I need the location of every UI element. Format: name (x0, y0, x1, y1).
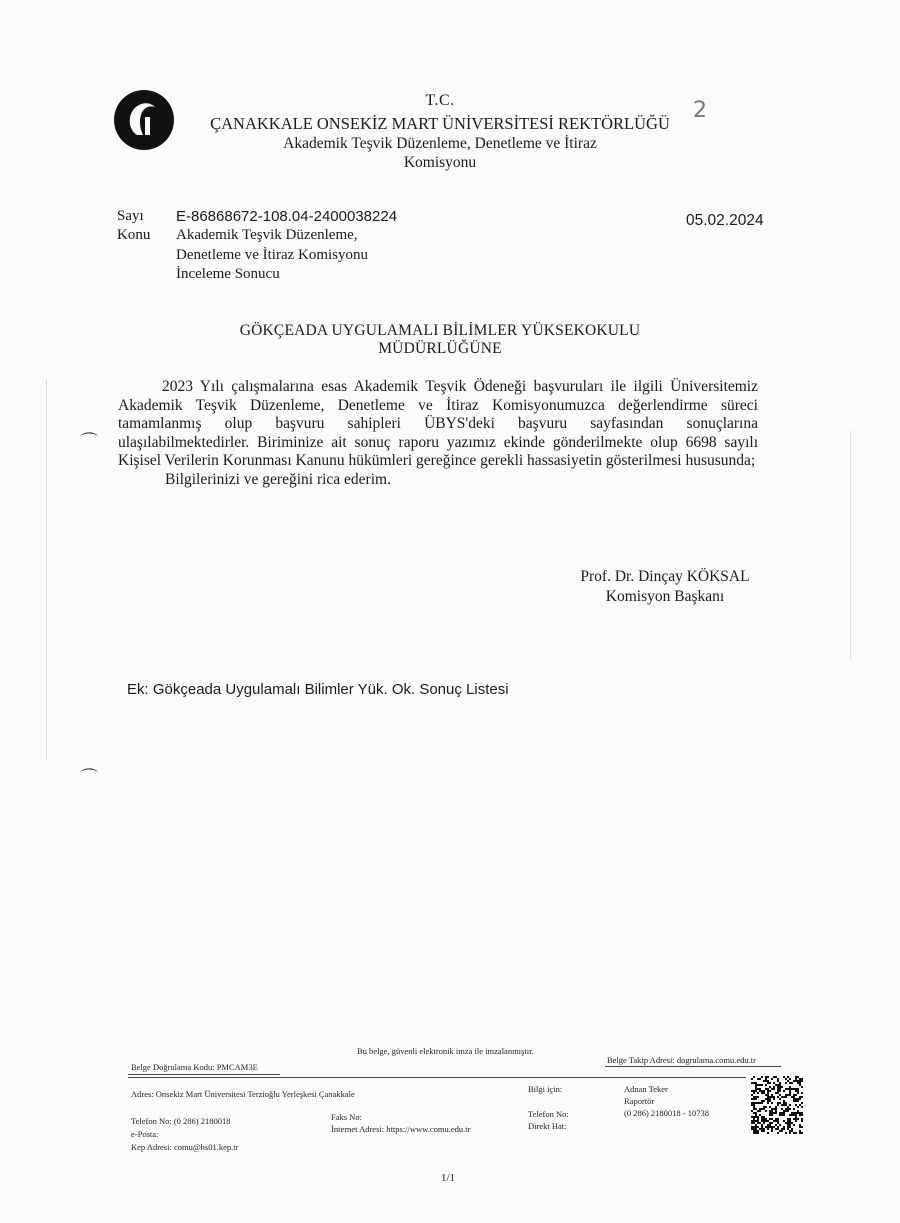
footer-direct-label: Direkt Hat: (528, 1121, 567, 1131)
sayi-label: Sayı (117, 208, 144, 224)
signatory-title: Komisyon Başkanı (605, 587, 725, 605)
footer-kep: Kep Adresi: comu@hs01.kep.tr (131, 1142, 239, 1152)
signatory-name: Prof. Dr. Dinçay KÖKSAL (580, 568, 750, 585)
header-commission-line1: Akademik Teşvik Düzenleme, Denetleme ve İtiraz (283, 135, 597, 152)
body-text (118, 378, 758, 471)
verify-code: Belge Doğrulama Kodu: PMCAM3E (131, 1062, 258, 1072)
footer-contact-role: Raportör (624, 1096, 655, 1106)
sayi-value: E-86868672-108.04-2400038224 (176, 208, 398, 225)
body-paragraph: 2023 Yılı çalışmalarına esas Akademik Teşvik Ödeneği başvuruları ile ilgili Üniversitemiz Akademik Teşvik Düzenleme, Denetleme ve İtiraz Komisyonumuzca değerlendirme süreci tamamlanmış olup başvuru sahipleri ÜBYS'deki başvuru sayfasından sonuçlarına ulaşılabilmektedirler. Biriminize ait sonuç raporu yazımız ekinde gönderilmekte olup 6698 sayılı Kişisel Verilerin Korunması Kanunu hükümleri gereğince gerekli hassasiyetin gösterilmesi hususunda; (118, 378, 758, 469)
footer-phone: Telefon No: (0 286) 2180018 (131, 1116, 231, 1126)
scan-edge-line (46, 380, 47, 760)
footer-rule (128, 1074, 280, 1075)
header-university: ÇANAKKALE ONSEKİZ MART ÜNİVERSİTESİ REKTÖRLÜĞÜ (210, 114, 670, 133)
header-commission-line2: Komisyonu (403, 154, 477, 171)
body-closing: Bilgilerinizi ve gereğini rica ederim. (165, 471, 391, 488)
track-address: Belge Takip Adresi: dogrulama.comu.edu.tr (607, 1055, 756, 1065)
qr-code (751, 1076, 803, 1134)
scan-mark: ⌒ (80, 432, 98, 452)
konu-label: Konu (117, 227, 151, 243)
footer-address: Adres: Onsekiz Mart Üniversitesi Terzioğlu Yerleşkesi Çanakkale (131, 1089, 355, 1099)
konu-line: İnceleme Sonucu (176, 266, 280, 282)
document-date: 05.02.2024 (686, 212, 764, 229)
page-number: 1/1 (441, 1172, 456, 1184)
footer-rule (128, 1077, 746, 1078)
signature-block (555, 567, 775, 606)
konu-line: Akademik Teşvik Düzenleme, (176, 227, 358, 243)
footer-contact-phone: (0 286) 2180018 - 10738 (624, 1108, 709, 1118)
footer-info-label: Bilgi için: (528, 1084, 563, 1094)
footer-rule (605, 1066, 781, 1067)
konu-line: Denetleme ve İtiraz Komisyonu (176, 247, 369, 263)
handwritten-note: 2 (693, 98, 707, 123)
attachment-note: Ek: Gökçeada Uygulamalı Bilimler Yük. Ok. Sonuç Listesi (127, 681, 509, 698)
footer-info-phone-label: Telefon No: (528, 1109, 569, 1119)
scan-mark: ⌒ (80, 768, 98, 788)
university-logo (113, 89, 175, 151)
recipient: GÖKÇEADA UYGULAMALI BİLİMLER YÜKSEKOKULU MÜDÜRLÜĞÜNE (239, 322, 641, 357)
footer-contact-name: Adnan Teker (624, 1084, 668, 1094)
footer-internet: İnternet Adresi: https://www.comu.edu.tr (331, 1124, 471, 1134)
scan-edge-line-right (850, 430, 851, 660)
esign-note: Bu belge, güvenli elektronik imza ile imzalanmıştır. (357, 1046, 534, 1056)
footer-email: e-Posta: (131, 1129, 159, 1139)
header-tc: T.C. (425, 92, 455, 109)
footer-fax: Faks No: (331, 1112, 362, 1122)
